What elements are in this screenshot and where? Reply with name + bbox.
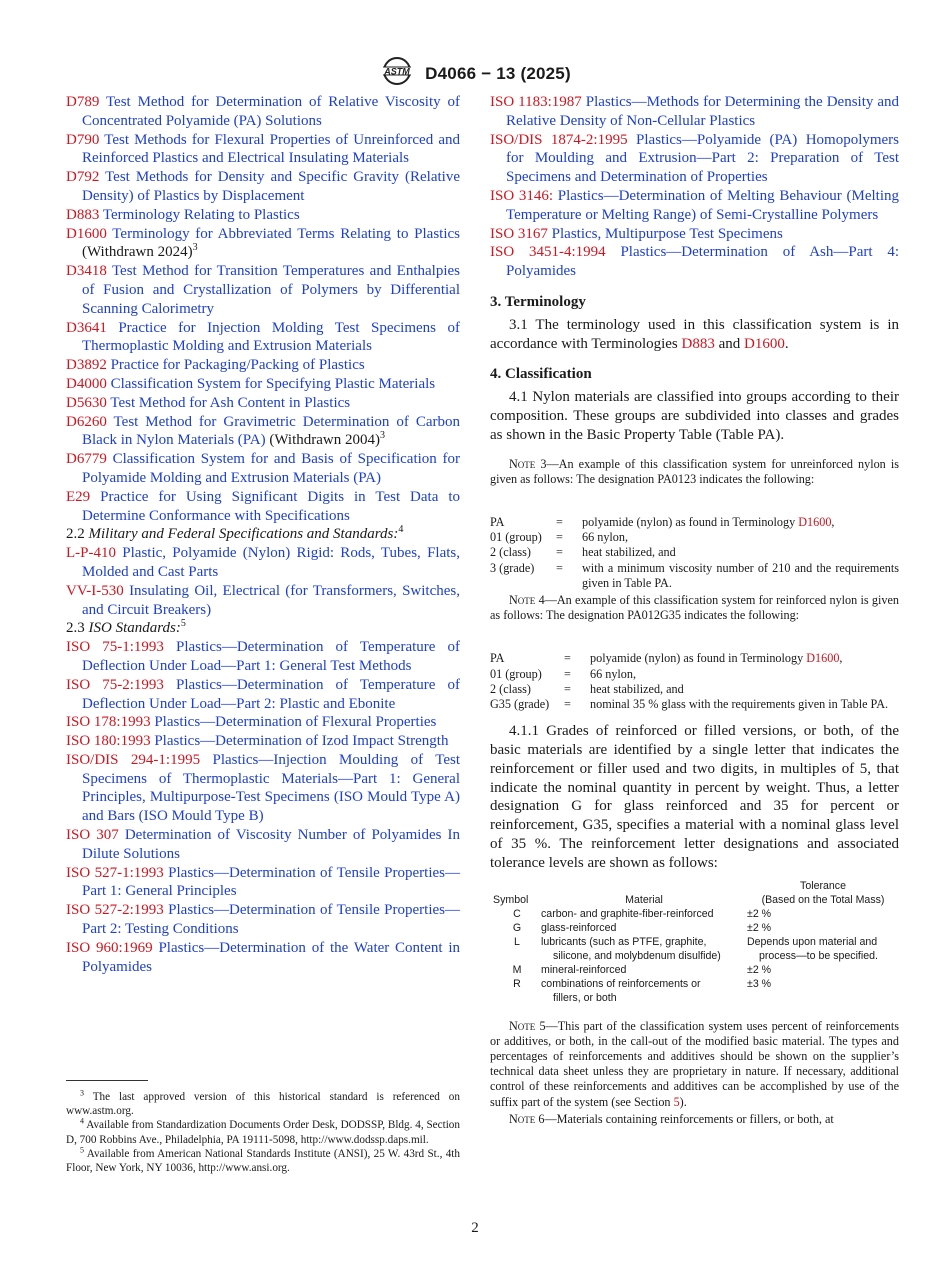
reference-title-link[interactable]: Plastics—Determination of Tensile Properties—Part 1: General Principles (82, 864, 460, 900)
definition-text: , (831, 514, 835, 529)
definition-text: , (839, 651, 843, 666)
reference-code-link[interactable]: ISO 527-1:1993 (66, 864, 164, 881)
footnotes (66, 1090, 460, 1175)
tolerance-text: process—to be specified. (759, 949, 878, 962)
reference-title-link[interactable]: Plastic, Polyamide (Nylon) Rigid: Rods, Tubes, Flats, Molded and Cast Parts (82, 545, 460, 580)
designation-term: 2 (class) (490, 545, 531, 560)
equals-sign: = (556, 514, 563, 529)
reference-item (490, 225, 899, 244)
footnote-marker[interactable]: 5 (180, 618, 186, 630)
table-row (493, 977, 899, 1005)
column-header-tolerance: Tolerance (800, 879, 846, 892)
reference-code-link[interactable]: ISO/DIS 294-1:1995 (66, 751, 201, 768)
left-column (66, 93, 460, 976)
reference-code-link[interactable]: ISO 527-2:1993 (66, 902, 164, 919)
reference-item (66, 901, 460, 939)
reference-code-link[interactable]: ISO 3167 (490, 225, 548, 242)
reference-code-link[interactable]: D789 (66, 94, 100, 110)
subsection-heading (66, 525, 460, 544)
designation-term: 01 (group) (490, 666, 542, 681)
designation-definition (582, 561, 899, 591)
reference-item (66, 319, 460, 357)
note-label: Note (509, 592, 536, 607)
d883-link[interactable]: D883 (681, 335, 715, 352)
right-column (490, 93, 899, 1127)
reference-code-link[interactable]: D1600 (66, 225, 107, 242)
footnote-marker[interactable]: 3 (379, 430, 385, 442)
definition-text: polyamide (nylon) as found in Terminology (590, 651, 807, 666)
reference-item (66, 713, 460, 732)
designation-term: 3 (grade) (490, 560, 535, 575)
document-designation: D4066 − 13 (2025) (425, 63, 571, 83)
equals-sign: = (556, 530, 563, 545)
material-text: lubricants (such as PTFE, graphite, (541, 935, 707, 948)
footnote-number: 4 (80, 1116, 84, 1126)
reference-code-link[interactable]: L-P-410 (66, 545, 116, 562)
tolerance-text: ±2 % (747, 963, 772, 976)
reference-title-link[interactable]: Determination of Viscosity Number of Polyamides In Dilute Solutions (82, 827, 461, 862)
reference-item (66, 262, 460, 318)
reference-status: (Withdrawn 2024) (82, 244, 193, 261)
reference-title-link[interactable]: Test Method for Transition Temperatures and Enthalpies of Fusion and Crystallization of Polymers by Differential Scanning Calorimetry (82, 263, 460, 317)
material-text: glass-reinforced (541, 921, 617, 934)
d1600-link[interactable]: D1600 (798, 514, 832, 529)
reference-item (66, 582, 460, 620)
note-6 (490, 1112, 899, 1127)
reference-item (490, 243, 899, 281)
table-row (493, 935, 899, 963)
reference-code-link[interactable]: D883 (66, 206, 100, 223)
tolerance-text: ±3 % (747, 977, 772, 990)
reference-item (66, 413, 460, 451)
reference-title-link[interactable]: Plastics—Determination of Temperature of Deflection Under Load—Part 1: General Test Methods (82, 639, 460, 674)
equals-sign: = (564, 651, 571, 666)
reference-code-link[interactable]: D792 (66, 169, 100, 186)
note-text: 6—Materials containing reinforcements or fillers, or both, at (535, 1111, 834, 1126)
subsection-title: Military and Federal Specifications and Standards: (88, 526, 399, 543)
footnote-divider (66, 1080, 148, 1081)
note-label: Note (509, 1111, 536, 1126)
reference-item (66, 168, 460, 206)
reference-title-link[interactable]: Plastics—Determination of Melting Behaviour (Melting Temperature or Melting Range) of Semi-Crystalline Polymers (506, 187, 899, 223)
reference-item (490, 131, 899, 187)
table-row (493, 921, 899, 935)
equals-sign: = (564, 696, 571, 711)
definition-text: nominal 35 % glass with the requirements given in Table PA. (590, 696, 889, 711)
tolerance-cell (747, 935, 899, 963)
page-header (0, 56, 950, 91)
footnote-marker[interactable]: 3 (192, 242, 198, 254)
definition-text: 66 nylon, (590, 666, 637, 681)
reference-title-link[interactable]: Terminology Relating to Plastics (102, 206, 300, 223)
d1600-link[interactable]: D1600 (744, 335, 785, 352)
designation-row (490, 697, 899, 712)
reference-code-link[interactable]: D4000 (66, 375, 107, 392)
equals-sign: = (564, 681, 571, 696)
reference-title-link[interactable]: Practice for Injection Molding Test Specimens of Thermoplastic Molding and Extrusion Materials (82, 319, 460, 355)
designation-table (490, 651, 899, 712)
footnote-text: The last approved version of this historical standard is referenced on www.astm.org. (66, 1091, 460, 1118)
reference-title-link[interactable]: Test Method for Ash Content in Plastics (110, 394, 351, 411)
designation-row (490, 561, 899, 591)
symbol-cell: M (512, 963, 522, 976)
designation-row (490, 651, 899, 666)
reference-title-link[interactable]: Test Methods for Flexural Properties of Unreinforced and Reinforced Plastics and Electrical Insulating Materials (82, 131, 461, 167)
reference-item (66, 864, 460, 902)
reference-code-link[interactable]: D6260 (66, 413, 107, 430)
reference-title-link[interactable]: Test Methods for Density and Specific Gravity (Relative Density) of Plastics by Displacement (82, 169, 460, 204)
note-text: ). (679, 1094, 687, 1109)
material-cell (541, 977, 747, 1005)
column-header-material: Material (625, 893, 663, 906)
designation-row (490, 682, 899, 697)
reference-code-link[interactable]: ISO/DIS 1874-2:1995 (490, 131, 628, 148)
note-3 (490, 457, 899, 487)
designation-term: G35 (grade) (490, 696, 550, 711)
subsection-heading (66, 619, 460, 638)
tolerance-text: Depends upon material and (747, 935, 878, 948)
definition-text: heat stabilized, and (590, 681, 684, 696)
paragraph-4-1: 4.1 Nylon materials are classified into groups according to their composition. These groups are subdivided into classes and grades as shown in the Basic Property Table (Table PA). (490, 389, 899, 443)
reference-item (66, 676, 460, 714)
note-text: 4—An example of this classification system for reinforced nylon is given as follows: The designation PA012G35 indicates the following: (490, 592, 899, 623)
material-text: combinations of reinforcements or (541, 977, 701, 990)
tolerance-text: ±2 % (747, 907, 772, 920)
section-heading: 3. Terminology (490, 293, 586, 310)
reference-item (66, 394, 460, 413)
material-text: mineral-reinforced (541, 963, 627, 976)
table-row (493, 963, 899, 977)
material-cell (541, 935, 747, 963)
column-header-tolerance-basis: (Based on the Total Mass) (761, 893, 885, 906)
table-row (493, 907, 899, 921)
reference-title-link[interactable]: Plastics—Determination of Ash—Part 4: Polyamides (506, 244, 900, 280)
designation-definition (590, 667, 899, 682)
note-4 (490, 593, 899, 623)
reference-code-link[interactable]: VV-I-530 (66, 582, 124, 599)
reference-title-link[interactable]: Insulating Oil, Electrical (for Transformers, Switches, and Circuit Breakers) (82, 582, 460, 618)
reference-item (490, 93, 899, 131)
equals-sign: = (556, 545, 563, 560)
footnote (66, 1118, 460, 1146)
reference-item (66, 356, 460, 375)
reference-code-link[interactable]: D3418 (66, 263, 107, 280)
note-label: Note (509, 1018, 536, 1033)
subsection-number: 2.2 (66, 526, 85, 543)
reference-code-link[interactable]: ISO 3451-4:1994 (490, 244, 606, 261)
reference-item (66, 732, 460, 751)
reference-title-link[interactable]: Classification System for Specifying Plastic Materials (110, 375, 436, 392)
section-5-link[interactable]: 5 (673, 1094, 680, 1109)
footnote (66, 1147, 460, 1175)
subsection-number: 2.3 (66, 620, 85, 637)
equals-sign: = (556, 560, 563, 575)
svg-text:ASTM: ASTM (384, 66, 410, 77)
reference-title-link[interactable]: Plastics—Injection Moulding of Test Specimens of Thermoplastic Materials—Part 1: General Principles, Multipurpose-Test Specimens (ISO Mould Type A) and Bars (ISO Mould Type B) (82, 751, 461, 825)
reference-item (66, 826, 460, 864)
reference-code-link[interactable]: D3892 (66, 357, 107, 374)
note-label: Note (509, 456, 536, 471)
reference-title-link[interactable]: Plastics—Methods for Determining the Density and Relative Density of Non-Cellular Plastics (506, 94, 900, 129)
material-text: silicone, and molybdenum disulfide) (553, 949, 721, 962)
note-text: 5—This part of the classification system uses percent of reinforcements or additives, or both, in the call-out of the modified basic material. The types and percentages of reinforcements and additives should be shown on the supplier’s technical data sheet unless they are proprietary in nature. If necessary, additional control of these reinforcements and additives can be accomplished by use of the suffix part of the system (see Section (490, 1018, 899, 1109)
designation-term: PA (490, 514, 505, 529)
symbol-cell: G (512, 921, 522, 934)
reference-title-link[interactable]: Practice for Packaging/Packing of Plastics (110, 357, 365, 374)
reference-title-link[interactable]: Plastics—Determination of Izod Impact Strength (154, 733, 449, 750)
reference-code-link[interactable]: ISO 1183:1987 (490, 94, 582, 110)
footnote-number: 5 (80, 1145, 84, 1155)
reference-title-link[interactable]: Terminology for Abbreviated Terms Relating to Plastics (112, 225, 460, 242)
designation-row (490, 667, 899, 682)
designation-definition (590, 697, 899, 712)
reference-title-link[interactable]: Practice for Using Significant Digits in Test Data to Determine Conformance with Specifications (82, 488, 460, 524)
definition-text: 66 nylon, (582, 530, 629, 545)
equals-sign: = (564, 666, 571, 681)
designation-term: PA (490, 651, 505, 666)
note-5 (490, 1019, 899, 1110)
page-number: 2 (471, 1220, 479, 1236)
reference-item (66, 375, 460, 394)
tolerance-cell (747, 921, 899, 935)
reference-item (66, 93, 460, 131)
designation-definition (582, 545, 899, 560)
reference-code-link[interactable]: ISO 180:1993 (66, 733, 151, 750)
symbol-cell: C (513, 907, 521, 920)
reference-code-link[interactable]: D6779 (66, 451, 107, 468)
material-text: carbon- and graphite-fiber-reinforced (541, 907, 714, 920)
paragraph-3-1 (490, 316, 899, 354)
tolerance-text: ±2 % (747, 921, 772, 934)
reference-title-link[interactable]: Plastics—Determination of Tensile Properties—Part 2: Testing Conditions (82, 902, 460, 938)
column-header-symbol: Symbol (493, 893, 529, 906)
paragraph-text: 3.1 The terminology used in this classification system is in accordance with Terminologies (490, 316, 899, 352)
reference-title-link[interactable]: Plastics, Multipurpose Test Specimens (551, 225, 783, 242)
definition-text: with a minimum viscosity number of 210 and the requirements given in Table PA. (582, 560, 899, 590)
tolerance-cell (747, 963, 899, 977)
section-heading: 4. Classification (490, 366, 592, 383)
designation-definition (582, 530, 899, 545)
footnote-marker[interactable]: 4 (398, 524, 404, 536)
reference-item (66, 131, 460, 169)
designation-row (490, 530, 899, 545)
footnote-number: 3 (80, 1088, 84, 1098)
reference-item (66, 206, 460, 225)
reference-code-link[interactable]: D5630 (66, 394, 107, 411)
reference-item (66, 450, 460, 488)
material-cell (541, 921, 747, 935)
definition-text: heat stabilized, and (582, 545, 676, 560)
reference-title-link[interactable]: Classification System for and Basis of Specification for Polyamide Molding and Extrusion Materials (PA) (82, 451, 461, 486)
reference-code-link[interactable]: ISO 178:1993 (66, 714, 151, 731)
reference-title-link[interactable]: Plastics—Determination of Temperature of Deflection Under Load—Part 2: Plastic and Ebonite (82, 676, 460, 712)
reference-title-link[interactable]: Plastics—Polyamide (PA) Homopolymers for Moulding and Extrusion—Part 2: Preparation of Test Specimens and Determination of Properties (506, 131, 900, 186)
designation-definition (590, 651, 899, 666)
designation-definition (582, 515, 899, 530)
reference-code-link[interactable]: D790 (66, 131, 100, 148)
table-header-row (493, 893, 899, 907)
reference-code-link[interactable]: ISO 3146: (490, 187, 554, 204)
note-text: 3—An example of this classification system for unreinforced nylon is given as follows: The designation PA0123 indicates the following: (490, 456, 899, 486)
subsection-title: ISO Standards: (88, 620, 181, 637)
reference-code-link[interactable]: ISO 75-2:1993 (66, 676, 164, 693)
footnote-text: Available from American National Standards Institute (ANSI), 25 W. 43rd St., 4th Floor, New York, NY 10036, http://www.ansi.org. (66, 1147, 460, 1175)
designation-term: 2 (class) (490, 681, 531, 696)
reference-item (490, 187, 899, 225)
paragraph-text: and (714, 335, 745, 352)
reference-title-link[interactable]: Test Method for Gravimetric Determination of Carbon Black in Nylon Materials (PA) (82, 413, 461, 449)
reference-code-link[interactable]: E29 (66, 488, 91, 505)
designation-term: 01 (group) (490, 530, 542, 545)
reference-item (66, 939, 460, 977)
symbol-cell: R (513, 977, 521, 990)
reference-code-link[interactable]: ISO 960:1969 (66, 939, 153, 956)
material-cell (541, 907, 747, 921)
footnote-text: Available from Standardization Documents Order Desk, DODSSP, Bldg. 4, Section D, 700 Robbins Ave., Philadelphia, PA 19111-5098, http://www.dodssp.daps.mil. (66, 1119, 460, 1146)
definition-text: polyamide (nylon) as found in Terminology (582, 514, 799, 529)
paragraph-4-1-1: 4.1.1 Grades of reinforced or filled versions, or both, of the basic materials are identified by a single letter that indicates the reinforcement or filler used and two digits, in multiples of 5, that indicate the nominal quantity in percent by weight. Thus, a letter designation G for glass reinforced and 35 for percent or reinforcement, G35, specifies a material with a nominal glass level of 35 %. The reinforcement letter designations and associated tolerance levels are shown as follows: (490, 723, 899, 871)
reference-code-link[interactable]: ISO 307 (66, 827, 119, 844)
designation-definition (590, 682, 899, 697)
footnote (66, 1090, 460, 1118)
reference-item (66, 544, 460, 582)
material-cell (541, 963, 747, 977)
reference-item (66, 751, 460, 826)
reference-title-link[interactable]: Test Method for Determination of Relative Viscosity of Concentrated Polyamide (PA) Solutions (82, 94, 460, 129)
symbol-cell: L (514, 935, 520, 948)
reference-item (66, 488, 460, 526)
material-text: fillers, or both (553, 991, 617, 1004)
reference-title-link[interactable]: Plastics—Determination of Flexural Properties (154, 714, 437, 731)
reference-item (66, 225, 460, 263)
reference-status: (Withdrawn 2004) (265, 432, 380, 449)
tolerance-table (493, 879, 899, 1005)
astm-logo-icon (379, 56, 415, 91)
d1600-link[interactable]: D1600 (806, 651, 840, 666)
designation-row (490, 545, 899, 560)
tolerance-cell (747, 907, 899, 921)
table-header-row (493, 879, 899, 893)
designation-row (490, 515, 899, 530)
paragraph-text: . (784, 335, 789, 352)
reference-code-link[interactable]: ISO 75-1:1993 (66, 639, 164, 656)
reference-item (66, 638, 460, 676)
reference-title-link[interactable]: Plastics—Determination of the Water Content in Polyamides (82, 939, 461, 975)
reference-code-link[interactable]: D3641 (66, 319, 107, 336)
designation-table (490, 515, 899, 591)
tolerance-cell (747, 977, 899, 1005)
